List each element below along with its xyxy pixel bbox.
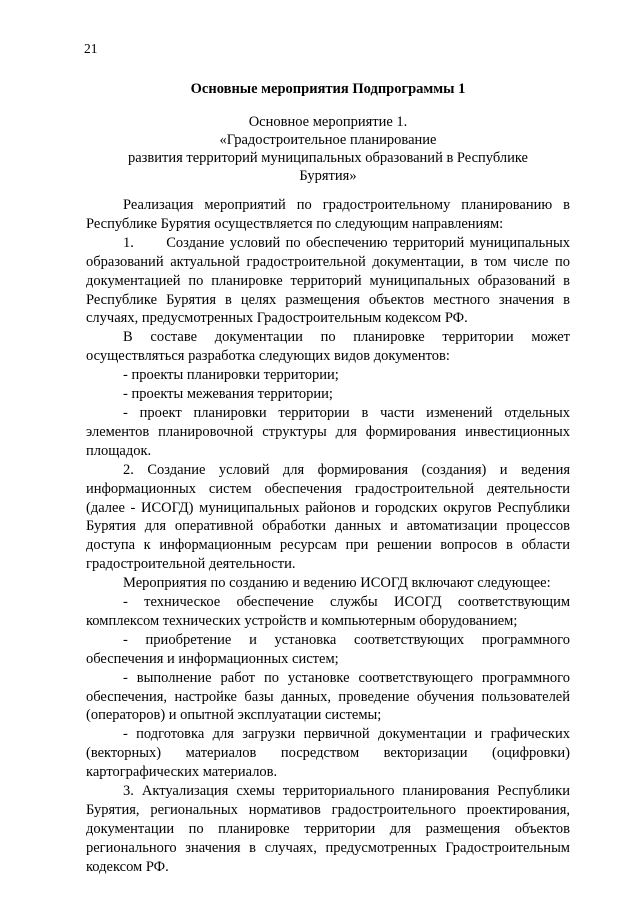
list-item-planning-projects: - проекты планировки территории;	[123, 367, 339, 384]
paragraph-item-2: 2. Создание условий для формирования (создания) и ведения информационных систем обеспечения градостроительной деятельности (далее - ИСОГД) муниципальных районов и городских округов Республики Бурятия для оперативной обработки данных и автоматизации процессов доступа к информационным ресурсам при решении вопросов в области градостроительной деятельности.	[86, 461, 570, 573]
list-item-technical-support: - техническое обеспечение службы ИСОГД соответствующим комплексом технических устройств и компьютерным оборудованием;	[86, 594, 570, 629]
subsection-title-line: «Градостроительное планирование	[219, 132, 437, 148]
list-item-data-preparation: - подготовка для загрузки первичной документации и графических (векторных) материалов посредством векторизации (оцифровки) картографических материалов.	[86, 726, 570, 781]
subsection-title-line: Основное мероприятие 1.	[248, 114, 408, 130]
paragraph-intro: Реализация мероприятий по градостроительному планированию в Республике Бурятия осуществляется по следующим направлениям:	[86, 197, 570, 232]
list-item-planning-changes: - проект планировки территории в части изменений отдельных элементов планировочной структуры для формирования инвестиционных площадок.	[86, 404, 570, 459]
list-item-surveying-projects: - проекты межевания территории;	[123, 386, 333, 403]
subsection-title-line: развития территорий муниципальных образований в Республике	[128, 150, 528, 166]
section-heading: Основные мероприятия Подпрограммы 1	[190, 81, 466, 97]
list-item-installation-works: - выполнение работ по установке соответствующего программного обеспечения, настройке базы данных, проведение обучения пользователей (операторов) и опытной эксплуатации системы;	[86, 669, 570, 724]
subsection-title	[86, 113, 570, 185]
list-item-software-acquisition: - приобретение и установка соответствующих программного обеспечения и информационных систем;	[86, 631, 570, 667]
subsection-title-line: Бурятия»	[299, 168, 357, 184]
paragraph-isogd-measures: Мероприятия по созданию и ведению ИСОГД включают следующее:	[123, 575, 551, 592]
paragraph-documents-intro: В составе документации по планировке территории может осуществляться разработка следующих видов документов:	[86, 329, 570, 365]
document-body	[86, 196, 574, 877]
paragraph-item-1: 1. Создание условий по обеспечению территорий муниципальных образований актуальной градостроительной документации, в том числе по документацией по планировке территорий муниципальных образований в Республике Бурятия в целях размещения объектов местного значения в случаях, предусмотренных Градостроительным кодексом РФ.	[86, 234, 574, 327]
page-number: 21	[84, 41, 98, 56]
paragraph-item-3: 3. Актуализация схемы территориального планирования Республики Бурятия, региональных нормативов градостроительного проектирования, документации по планировке территории для размещения объектов регионального значения в случаях, предусмотренных Градостроительным кодексом РФ.	[86, 783, 570, 875]
